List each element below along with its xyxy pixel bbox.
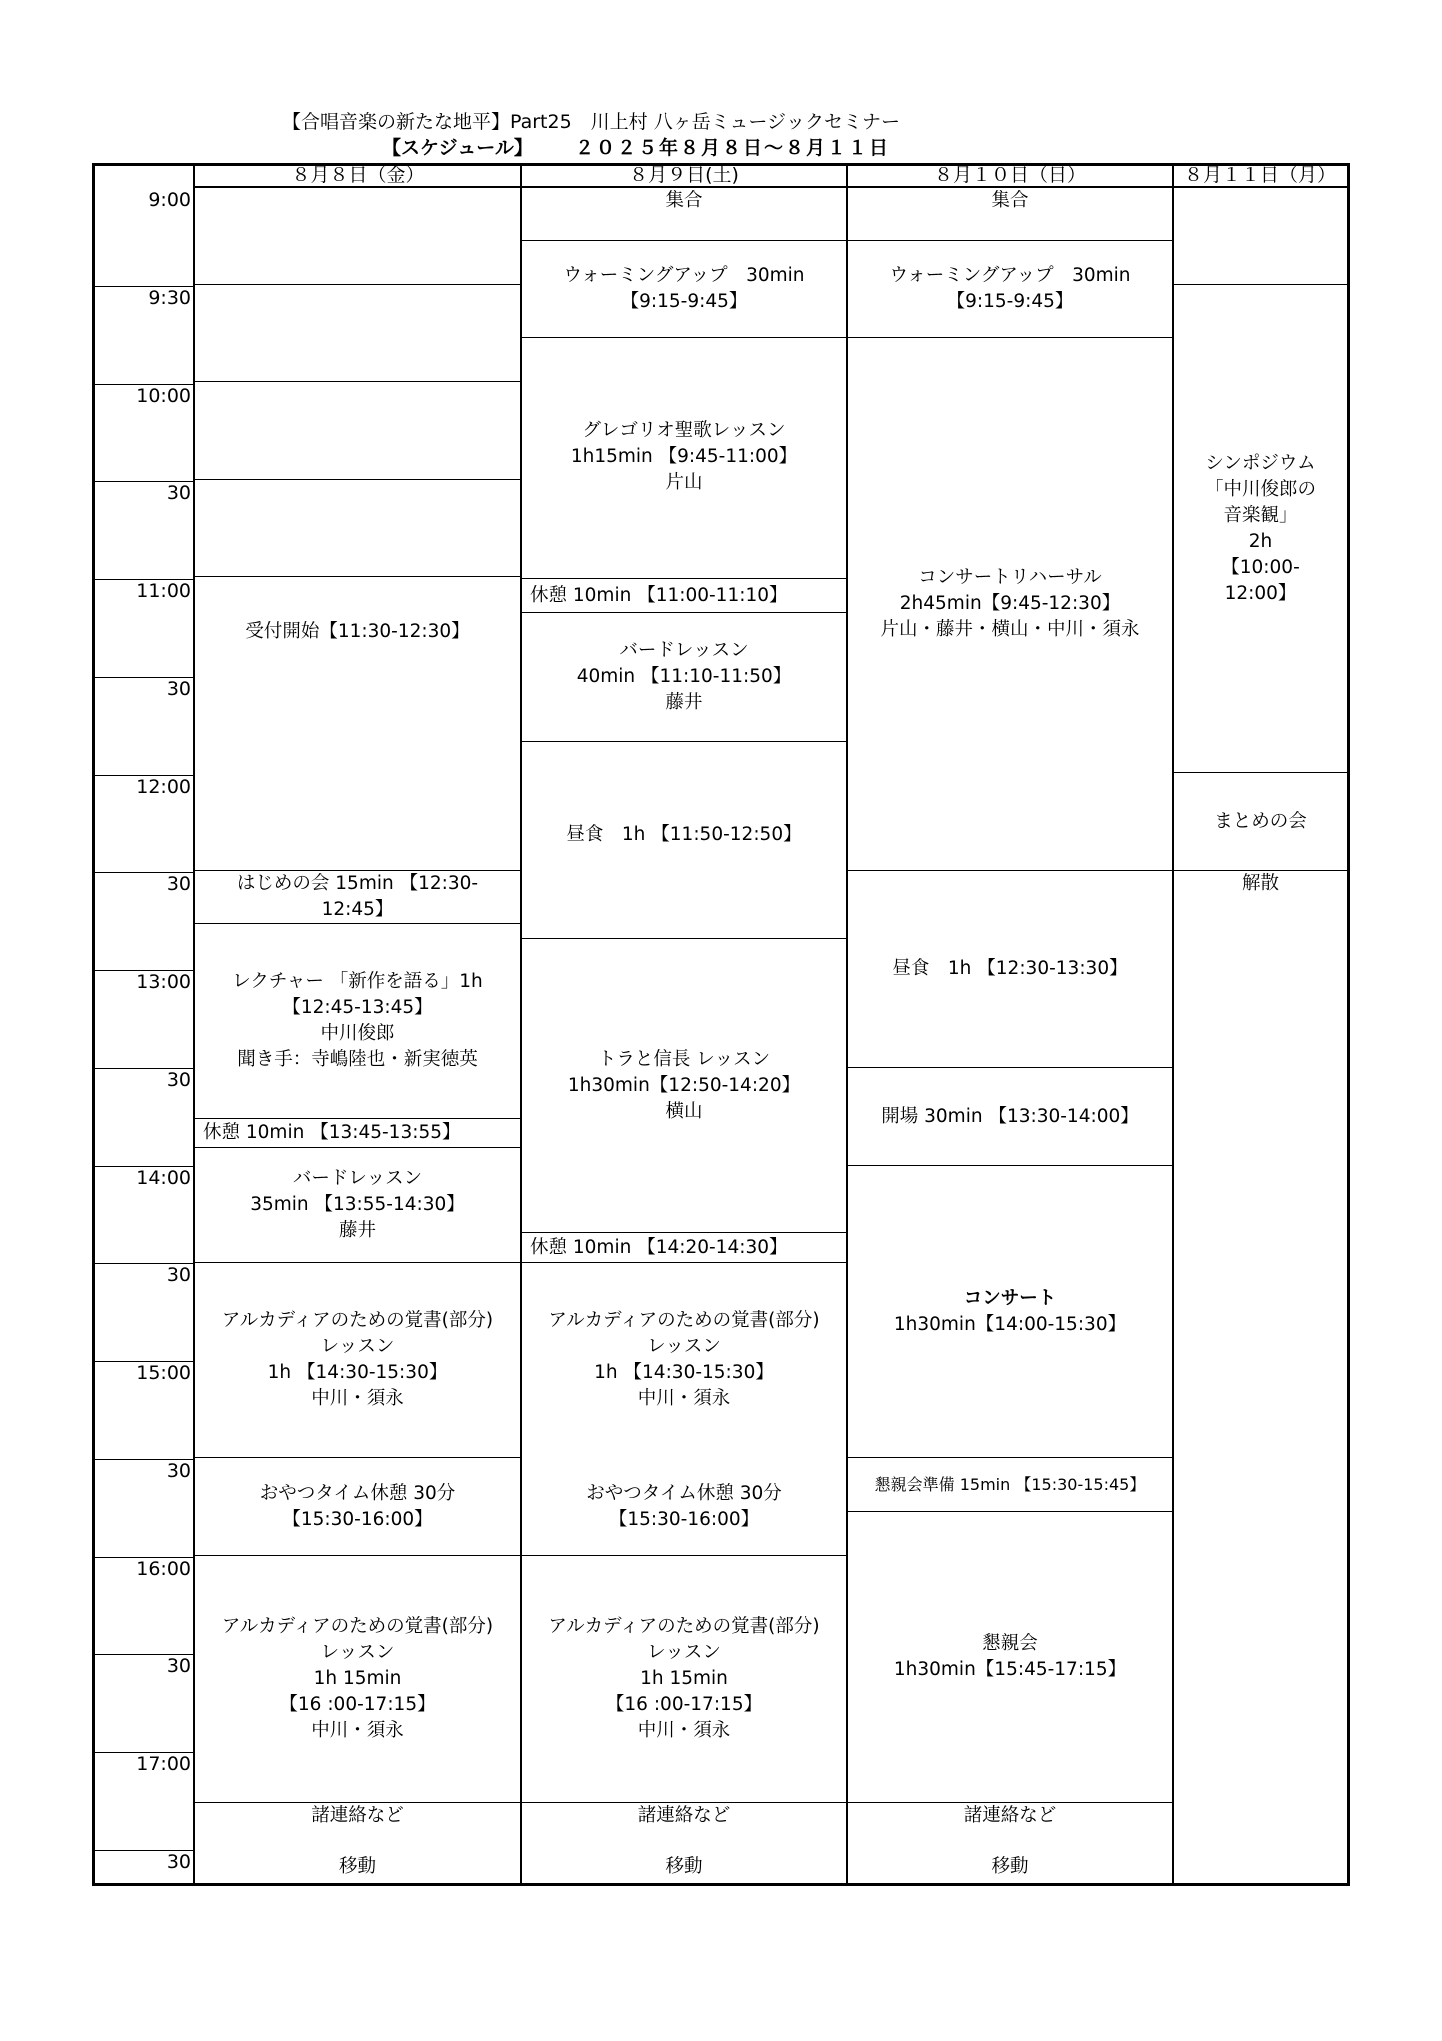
time-gridline [95, 286, 193, 287]
event-text: 藤井 [338, 1220, 376, 1241]
event-dismiss [1174, 871, 1347, 897]
event-text: 集合 [991, 190, 1029, 211]
event-social-party [848, 1512, 1172, 1802]
event-text: 片山 [665, 472, 703, 493]
event-text: 諸連絡など [311, 1805, 404, 1826]
time-label: 10:00 [136, 385, 191, 407]
time-gridline [95, 579, 193, 580]
time-label: 12:00 [136, 776, 191, 798]
event-text: 「中川俊郎の [1204, 478, 1316, 500]
event-arcadia-lesson [195, 1263, 520, 1457]
time-label: 30 [166, 1460, 191, 1482]
event-text: 1h30min【14:00-15:30】 [893, 1314, 1127, 1335]
schedule-table [92, 163, 1350, 1886]
event-text: 集合 [665, 190, 703, 211]
time-gridline [95, 481, 193, 482]
event-break [195, 1119, 520, 1147]
event-text: レッスン [320, 1336, 395, 1357]
row-divider [195, 479, 520, 480]
event-concert-rehearsal [848, 338, 1172, 870]
event-text: 中川・須永 [311, 1388, 404, 1409]
event-text: 昼食 1h 【12:30-13:30】 [892, 958, 1128, 979]
time-gridline [95, 775, 193, 776]
event-notice [848, 1803, 1172, 1829]
event-text: 【9:15-9:45】 [946, 291, 1074, 312]
time-label: 14:00 [136, 1167, 191, 1189]
event-text: コンサートリハーサル [918, 567, 1102, 588]
event-text: 諸連絡など [637, 1805, 731, 1826]
event-text: グレゴリオ聖歌レッスン [582, 420, 786, 441]
time-label: 9:00 [148, 189, 191, 211]
event-text: アルカディアのための覚書(部分) [548, 1310, 820, 1331]
event-text: レッスン [647, 1642, 721, 1663]
time-gridline [95, 1557, 193, 1558]
event-text: 解散 [1241, 873, 1279, 894]
time-label: 30 [166, 1851, 191, 1873]
event-text: ウォーミングアップ 30min [563, 265, 805, 286]
header-day1: ８月８日（金） [291, 164, 425, 186]
time-label: 30 [166, 1655, 191, 1677]
time-gridline [95, 1752, 193, 1753]
title-line2-dates: ２０２５年８月８日～８月１１日 [575, 137, 891, 159]
event-warmup [522, 241, 846, 337]
event-text: 35min 【13:55-14:30】 [250, 1194, 465, 1215]
event-summary [1174, 773, 1347, 870]
event-text: 横山 [665, 1100, 703, 1122]
event-text: 2h45min【9:45-12:30】 [899, 593, 1121, 614]
event-text: ウォーミングアップ 30min [889, 265, 1131, 286]
event-text: レッスン [320, 1642, 395, 1663]
header-day3: ８月１０日（日） [933, 164, 1086, 186]
time-gridline [95, 1654, 193, 1655]
event-arcadia-lesson [522, 1556, 846, 1802]
time-label: 9:30 [148, 287, 191, 309]
time-gridline [95, 384, 193, 385]
event-opening [195, 871, 520, 923]
event-gather [848, 188, 1172, 214]
event-gather [522, 188, 846, 214]
event-lecture [195, 924, 520, 1118]
event-concert [848, 1166, 1172, 1457]
event-text: おやつタイム休憩 30分 [586, 1482, 782, 1504]
event-doors-open [848, 1068, 1172, 1165]
event-snack-break [195, 1458, 520, 1555]
event-text: バードレッスン [619, 640, 749, 661]
event-text: アルカディアのための覚書(部分) [548, 1616, 820, 1637]
title-line1: 【合唱音楽の新たな地平】Part25 川上村 八ヶ岳ミュージックセミナー [282, 111, 900, 133]
event-text: 懇親会 [982, 1633, 1038, 1654]
time-gridline [95, 970, 193, 971]
event-text: 中川・須永 [311, 1720, 404, 1741]
event-arcadia-lesson [195, 1556, 520, 1802]
time-label: 13:00 [136, 971, 191, 993]
event-text: 12:45】 [321, 899, 394, 920]
event-text: 移動 [665, 1856, 703, 1877]
event-text: トラと信長 レッスン [597, 1048, 771, 1070]
row-divider [195, 381, 520, 382]
event-text: 諸連絡など [963, 1805, 1057, 1826]
event-symposium [1174, 285, 1347, 772]
event-snack-break [522, 1458, 846, 1555]
event-notice [195, 1803, 520, 1829]
event-text: おやつタイム休憩 30分 [259, 1482, 456, 1504]
time-gridline [95, 1361, 193, 1362]
time-gridline [95, 1166, 193, 1167]
event-text: 【10:00- [1221, 556, 1300, 578]
event-text: コンサート [963, 1288, 1057, 1309]
event-text: 1h30min【12:50-14:20】 [567, 1074, 801, 1096]
title-line2-label: 【スケジュール】 [382, 137, 533, 159]
event-text: 1h 15min [640, 1668, 728, 1689]
event-warmup [848, 241, 1172, 337]
time-label: 30 [166, 1264, 191, 1286]
time-label: 30 [166, 678, 191, 700]
event-move [848, 1854, 1172, 1880]
event-text: 【16 :00-17:15】 [605, 1694, 763, 1715]
time-label: 11:00 [136, 580, 191, 602]
time-label: 30 [166, 1069, 191, 1091]
event-lunch [848, 871, 1172, 1067]
time-label: 15:00 [136, 1362, 191, 1384]
event-text: レクチャー 「新作を語る」1h [232, 971, 483, 992]
event-text: バードレッスン [292, 1168, 423, 1189]
event-text: まとめの会 [1214, 810, 1307, 832]
event-bird-lesson [195, 1148, 520, 1262]
time-label: 16:00 [136, 1558, 191, 1580]
event-text: はじめの会 15min 【12:30- [236, 873, 479, 894]
event-text: 中川・須永 [637, 1720, 731, 1741]
time-gridline [95, 1263, 193, 1264]
time-gridline [95, 1459, 193, 1460]
event-text: 中川・須永 [637, 1388, 731, 1409]
event-text: 受付開始【11:30-12:30】 [245, 621, 470, 642]
event-text: 【12:45-13:45】 [282, 997, 433, 1018]
event-text: 休憩 10min 【11:00-11:10】 [530, 584, 788, 606]
event-text: 1h 【14:30-15:30】 [267, 1362, 448, 1383]
event-break [522, 579, 846, 612]
event-gregorian-lesson [522, 338, 846, 574]
event-bird-lesson [522, 613, 846, 741]
event-text: 1h 15min [313, 1668, 402, 1689]
event-text: 移動 [991, 1856, 1029, 1877]
event-text: 音楽観」 [1223, 504, 1298, 526]
time-label: 30 [166, 482, 191, 504]
event-text: 40min 【11:10-11:50】 [576, 666, 792, 687]
event-text: 開場 30min 【13:30-14:00】 [881, 1105, 1139, 1127]
row-divider [195, 284, 520, 285]
event-text: 片山・藤井・横山・中川・須永 [880, 619, 1140, 640]
time-gridline [95, 872, 193, 873]
event-move [195, 1854, 520, 1880]
event-text: 1h 【14:30-15:30】 [594, 1362, 774, 1383]
event-text: 【15:30-16:00】 [608, 1508, 760, 1530]
event-tora-lesson [522, 939, 846, 1232]
event-text: 移動 [338, 1856, 376, 1877]
event-text: 1h15min 【9:45-11:00】 [570, 446, 798, 467]
event-text: アルカディアのための覚書(部分) [221, 1310, 494, 1331]
event-text: 休憩 10min 【14:20-14:30】 [530, 1236, 788, 1258]
header-day4: ８月１１日（月） [1183, 164, 1336, 186]
event-text: アルカディアのための覚書(部分) [221, 1616, 494, 1637]
time-label: 30 [166, 873, 191, 895]
time-gridline [95, 677, 193, 678]
event-lunch [522, 742, 846, 938]
event-text: 藤井 [665, 692, 703, 713]
event-notice [522, 1803, 846, 1829]
event-break [522, 1233, 846, 1262]
header-day2: ８月９日(土) [629, 164, 739, 186]
event-arcadia-lesson [522, 1263, 846, 1457]
event-text: 12:00】 [1224, 582, 1297, 604]
event-text: 昼食 1h 【11:50-12:50】 [566, 824, 802, 845]
event-text: 【9:15-9:45】 [620, 291, 748, 312]
event-party-prep [848, 1458, 1172, 1511]
event-text: 休憩 10min 【13:45-13:55】 [203, 1122, 461, 1143]
event-text: 2h [1248, 530, 1273, 552]
event-text: レッスン [647, 1336, 721, 1357]
event-text: 【16 :00-17:15】 [279, 1694, 436, 1715]
event-reception [195, 577, 520, 687]
event-text: シンポジウム [1205, 452, 1316, 474]
event-text: 1h30min【15:45-17:15】 [893, 1659, 1127, 1680]
event-text: 聞き手：寺嶋陸也・新実徳英 [237, 1049, 478, 1070]
event-move [522, 1854, 846, 1880]
time-gridline [95, 1068, 193, 1069]
time-label: 17:00 [136, 1753, 191, 1775]
event-text: 【15:30-16:00】 [282, 1508, 433, 1530]
time-gridline [95, 1850, 193, 1851]
event-text: 中川俊郎 [320, 1023, 395, 1044]
event-text: 懇親会準備 15min 【15:30-15:45】 [874, 1474, 1146, 1494]
